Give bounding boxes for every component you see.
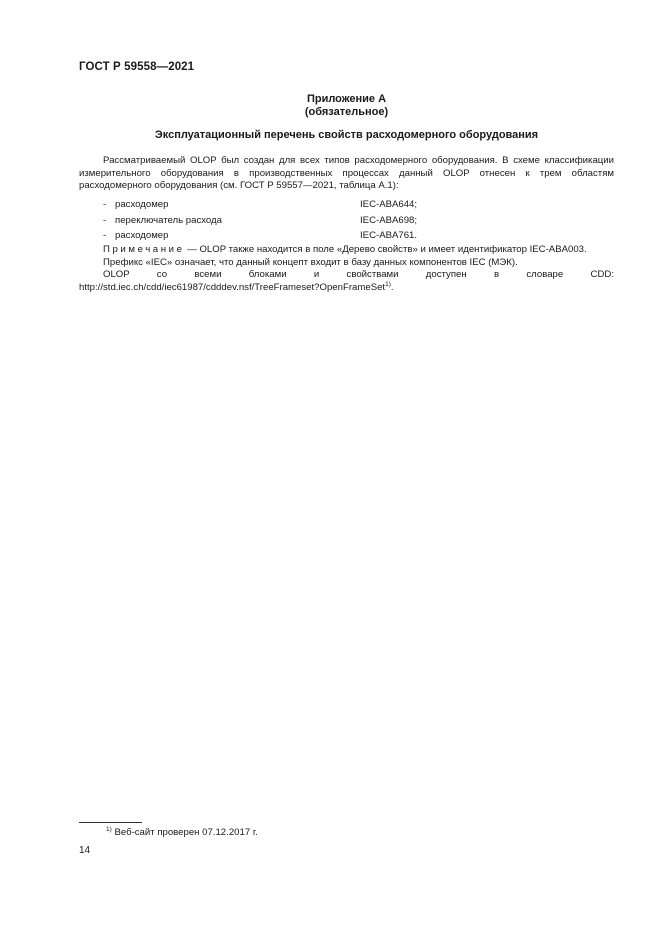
equipment-name: расходомер [115,230,169,242]
section-title: Эксплуатационный перечень свойств расходомерного оборудования [154,129,539,141]
footnote-text: Веб-сайт проверен 07.12.2017 г. [111,827,258,838]
standard-designation: ГОСТ Р 59558—2021 [79,61,195,73]
prefix-paragraph: Префикс «IEC» означает, что данный концепт входит в базу данных компонентов IEC (МЭК). [103,256,518,268]
annex-status: (обязательное) [304,106,389,118]
note-text: — OLOP также находится в поле «Дерево свойств» и имеет идентификатор IEC-ABA003. [184,244,587,256]
list-item [79,213,614,229]
list-dash: - [103,199,107,211]
note-paragraph [79,244,614,257]
cdd-paragraph: OLOP со всеми блоками и свойствами доступен в словаре CDD: http://std.iec.ch/cdd/iec61987/cdddev.nsf/TreeFrameset?OpenFrameSet$^{1)}$. [79,269,614,294]
body-text [79,155,614,295]
footnote-reference: 1) [385,281,391,289]
footnote-divider [79,822,142,823]
footnote-marker: 1) [106,826,112,833]
annex-heading [79,93,614,119]
list-item [79,198,614,214]
intro-paragraph: Рассматриваемый OLOP был создан для всех типов расходомерного оборудования. В схеме классификации измерительного оборудования в производственных процессах данный OLOP отнесен к трем областям расходомерного оборудования (см. ГОСТ Р 59557—2021, таблица А.1): [79,155,614,192]
annex-title: Приложение А [306,93,387,105]
page-number: 14 [79,845,91,856]
footnote [106,827,258,838]
list-item [79,229,614,245]
cdd-text: OLOP со всеми блоками и свойствами доступен в словаре CDD: http://std.iec.ch/cdd/iec61987/cdddev.nsf/TreeFrameset?OpenFrameSet [79,269,614,294]
equipment-code: IEC-ABA644; [360,199,418,211]
equipment-code: IEC-ABA761. [360,230,418,242]
equipment-list [79,198,614,245]
equipment-name: переключатель расхода [115,214,222,226]
list-dash: - [103,214,107,226]
list-dash: - [103,230,107,242]
equipment-code: IEC-ABA698; [360,214,418,226]
equipment-name: расходомер [115,199,169,211]
note-label: Примечание [103,244,185,256]
